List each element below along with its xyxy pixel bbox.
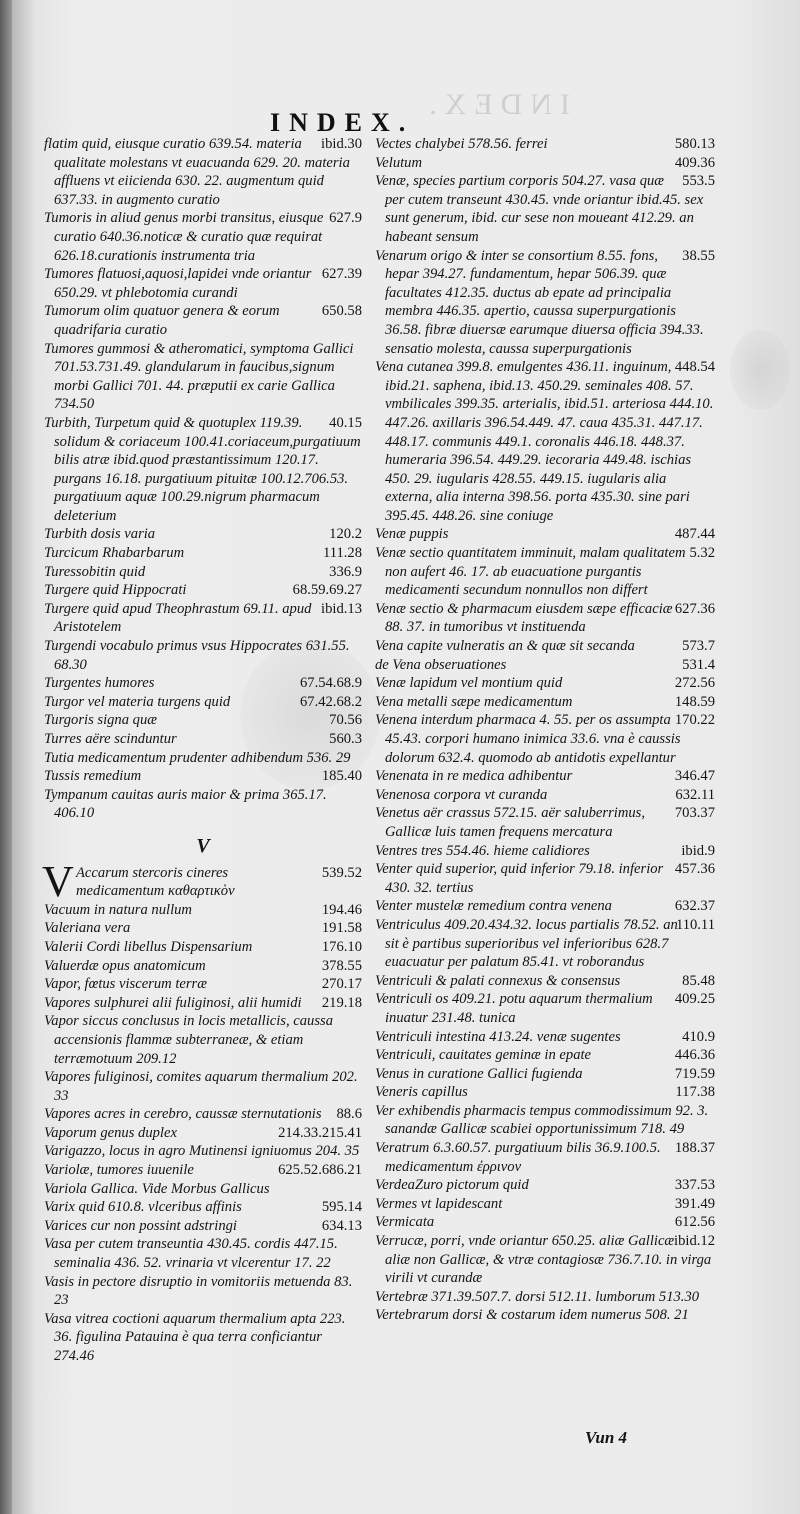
entry-text: Vapores fuliginosi, comites aquarum thermalium 202. 33 — [44, 1069, 358, 1104]
index-entry — [44, 563, 362, 582]
entry-text: Vapores sulphurei alii fuliginosi, alii humidi — [44, 994, 302, 1011]
entry-page-ref: 68.59.69.27 — [292, 582, 362, 599]
entry-text: Vaporum genus duplex — [44, 1124, 177, 1141]
entry-page-ref: 194.46 — [321, 901, 362, 918]
entry-page-ref: ibid.12 — [674, 1233, 715, 1250]
index-entry — [44, 786, 362, 823]
entry-page-ref: 378.55 — [321, 957, 362, 974]
entry-text: Ventriculi & palati connexus & consensus — [375, 972, 621, 989]
entry-text: Venæ sectio & pharmacum eiusdem sæpe efficaciæ 88. 37. in tumoribus vt instituenda — [375, 600, 673, 636]
entry-page-ref: 120.2 — [329, 526, 362, 543]
entry-page-ref: 170.22 — [674, 712, 715, 729]
index-entry — [375, 544, 715, 600]
entry-text: Tumores gummosi & atheromatici, symptoma Gallici 701.53.731.49. glandularum in faucibus,signum morbi Gallici 701. 44. præputii ex carie Gallica 734.50 — [44, 340, 354, 413]
index-entry — [44, 919, 362, 938]
index-entry — [44, 994, 362, 1013]
index-entry — [44, 957, 362, 976]
index-entry — [375, 786, 715, 805]
index-entry — [44, 135, 362, 209]
entry-page-ref: 719.59 — [674, 1065, 715, 1082]
index-entry — [44, 749, 362, 768]
index-entry — [375, 656, 715, 675]
index-entry — [375, 1065, 715, 1084]
index-entry — [44, 414, 362, 526]
entry-page-ref: 580.13 — [674, 136, 715, 152]
index-entry — [44, 711, 362, 730]
entry-text: Venæ lapidum vel montium quid — [375, 675, 563, 692]
index-entry — [375, 1028, 715, 1047]
index-entry — [44, 525, 362, 544]
entry-text: Verrucæ, porri, vnde oriantur 650.25. aliæ Gallicæ aliæ non Gallicæ, & vtræ contagiosæ 736.7.10. in virga virili vt curandæ — [375, 1233, 712, 1287]
binding-gutter — [0, 0, 12, 1514]
entry-text: flatim quid, eiusque curatio 639.54. materia qualitate molestans vt euacuanda 629. 20. materia affluens vt eiicienda 630. 22. augmentum quid 637.33. in augmento curatio — [44, 136, 350, 208]
entry-text: Varigazzo, locus in agro Mutinensi igniuomus 204. 35 — [44, 1143, 360, 1160]
entry-text: Vena metalli sæpe medicamentum — [375, 693, 573, 710]
entry-text: Vectes chalybei 578.56. ferrei — [375, 136, 548, 152]
left-column — [44, 135, 362, 1366]
entry-page-ref: 409.25 — [674, 991, 715, 1008]
index-entry — [44, 1142, 362, 1161]
entry-text: Turgentes humores — [44, 675, 155, 692]
entry-page-ref: 553.5 — [682, 173, 715, 190]
entry-page-ref: ibid.13 — [321, 600, 362, 617]
entry-page-ref: 270.17 — [321, 976, 362, 993]
entry-page-ref: 191.58 — [321, 920, 362, 937]
index-entry — [375, 990, 715, 1027]
index-entry — [44, 674, 362, 693]
entry-text: Velutum — [375, 154, 423, 171]
entry-page-ref: 448.54 — [674, 359, 715, 376]
section-letter-v: V — [196, 834, 210, 857]
entry-page-ref: 185.40 — [321, 768, 362, 785]
index-entry — [44, 1180, 362, 1199]
index-entry — [44, 1198, 362, 1217]
index-entry — [375, 247, 715, 359]
entry-text: Vapor siccus conclusus in locis metallicis, caussa accensionis flammæ subterraneæ, & etiam terræmotuum 209.12 — [44, 1013, 334, 1067]
index-entry — [44, 1012, 362, 1068]
index-entry — [375, 637, 715, 656]
entry-page-ref: 70.56 — [329, 712, 362, 729]
entry-page-ref: 148.59 — [674, 693, 715, 710]
index-entry — [375, 1195, 715, 1214]
entry-page-ref: ibid.30 — [321, 136, 362, 152]
entry-page-ref: 409.36 — [674, 154, 715, 171]
entry-text: Venarum origo & inter se consortium 8.55. fons, hepar 394.27. fundamentum, hepar 506.39. quæ facultates 412.35. ductus ab epate ad principalia membra 446.35. apertio, caussa superpurgationis 36.58. fibræ diuersæ earumque diuersa officia 394.33. sensatio molesta, caussa superpurgationis — [375, 247, 704, 357]
index-entry — [375, 525, 715, 544]
entry-page-ref: 627.36 — [674, 600, 715, 617]
entry-text: Venenosa corpora vt curanda — [375, 786, 548, 803]
index-entry — [44, 581, 362, 600]
entry-text: Tussis remedium — [44, 768, 142, 785]
entry-text: Turres aëre scinduntur — [44, 731, 177, 747]
entry-text: Venus in curatione Gallici fugienda — [375, 1065, 583, 1082]
index-entry — [44, 600, 362, 637]
entry-text: Turgendi vocabulo primus vsus Hippocrates 631.55. 68.30 — [44, 638, 350, 673]
entry-page-ref: 595.14 — [321, 1199, 362, 1216]
entry-text: Variolæ, tumores iuuenile — [44, 1162, 194, 1179]
entry-text: Venter mustelæ remedium contra venena — [375, 898, 612, 915]
paper-stain — [730, 330, 790, 410]
index-entry — [375, 1306, 715, 1325]
entry-text: Vasa vitrea coctioni aquarum thermalium apta 223. 36. figulina Patauina è qua terra conficiantur 274.46 — [44, 1310, 346, 1364]
entry-page-ref: 336.9 — [329, 563, 362, 580]
entry-text: Venæ, species partium corporis 504.27. vasa quæ per cutem transeunt 430.45. vnde oriantur ibid.45. sex sunt generum, ibid. cur sese non moueant 412.29. an habeant sensum — [375, 173, 704, 245]
entry-text: Vena capite vulneratis an & quæ sit secanda — [375, 638, 635, 655]
entry-text: Venæ sectio quantitatem imminuit, malam qualitatem non aufert 46. 17. ab euacuatione purgantis medicamenti secundum nonnullos non differt — [375, 545, 686, 599]
entry-page-ref: 38.55 — [682, 247, 715, 264]
index-entry — [375, 674, 715, 693]
entry-page-ref: 111.28 — [322, 545, 362, 562]
entry-text: Valeriana vera — [44, 920, 131, 937]
entry-text: Turbith dosis varia — [44, 526, 156, 543]
index-entry — [375, 804, 715, 841]
entry-page-ref: 117.38 — [675, 1084, 715, 1101]
entry-page-ref: 5.32 — [689, 545, 715, 562]
entry-text: Turcicum Rhabarbarum — [44, 545, 185, 562]
entry-text: Ver exhibendis pharmacis tempus commodissimum 92. 3. sanandæ Gallicæ scabiei opportunissimum 718. 49 — [375, 1102, 709, 1138]
entry-page-ref: 625.52.686.21 — [278, 1162, 362, 1179]
index-entry — [375, 600, 715, 637]
entry-text: Venena interdum pharmaca 4. 55. per os assumpta 45.43. corpori humano inimica 33.6. vna è caussis dolorum 632.4. quomodo ab antidotis expellantur — [375, 712, 681, 766]
entry-text: Tumorum olim quatuor genera & eorum quadrifaria curatio — [44, 303, 280, 338]
index-entry — [375, 860, 715, 897]
index-entry — [375, 135, 715, 154]
entry-page-ref: 446.36 — [674, 1047, 715, 1064]
index-entry — [375, 1102, 715, 1139]
entry-text: Vermicata — [375, 1214, 435, 1231]
entry-text: Ventriculi intestina 413.24. venæ sugentes — [375, 1028, 621, 1045]
entry-text: Vertebrarum dorsi & costarum idem numerus 508. 21 — [375, 1307, 689, 1324]
index-entry — [44, 938, 362, 957]
entry-text: Tumores flatuosi,aquosi,lapidei vnde oriantur 650.29. vt phlebotomia curandi — [44, 266, 312, 301]
entry-page-ref: 410.9 — [682, 1028, 715, 1045]
entry-text: Tympanum cauitas auris maior & prima 365.17. 406.10 — [44, 786, 327, 822]
entry-text: Turgor vel materia turgens quid — [44, 693, 231, 710]
entry-text: Tumoris in aliud genus morbi transitus, eiusque curatio 640.36.noticæ & curatio quæ requirat 626.18.curationis instrumenta tria — [44, 210, 324, 264]
entry-page-ref: 346.47 — [674, 768, 715, 785]
entry-page-ref: 573.7 — [682, 638, 715, 655]
index-entry — [375, 897, 715, 916]
entry-page-ref: 188.37 — [674, 1140, 715, 1157]
entry-text: Varix quid 610.8. vlceribus affinis — [44, 1199, 242, 1216]
entry-text: de Vena obseruationes — [375, 656, 507, 673]
entry-page-ref: 110.11 — [675, 916, 715, 933]
index-entry — [44, 767, 362, 786]
index-entry — [44, 975, 362, 994]
entry-text: Venetus aër crassus 572.15. aër saluberrimus, Gallicæ luis tamen frequens mercatura — [375, 805, 645, 840]
entry-page-ref: ibid.9 — [681, 842, 715, 859]
entry-page-ref: 214.33.215.41 — [278, 1124, 362, 1141]
index-entry — [44, 265, 362, 302]
entry-text: Variola Gallica. Vide Morbus Gallicus — [44, 1180, 270, 1197]
index-entry — [44, 1124, 362, 1143]
index-entry — [375, 1083, 715, 1102]
index-entry — [44, 693, 362, 712]
entry-page-ref: 88.6 — [336, 1106, 362, 1123]
index-entry — [44, 544, 362, 563]
entry-page-ref: 337.53 — [674, 1177, 715, 1194]
index-entry — [44, 1068, 362, 1105]
entry-text: Ventres tres 554.46. hieme calidiores — [375, 842, 590, 859]
entry-page-ref: 176.10 — [321, 938, 362, 955]
catchword: Vun 4 — [585, 1428, 628, 1447]
entry-text: Vapores acres in cerebro, caussæ sternutationis — [44, 1106, 322, 1123]
index-entry — [375, 1213, 715, 1232]
entry-page-ref: 457.36 — [674, 861, 715, 878]
entry-page-ref: 67.42.68.2 — [299, 693, 362, 710]
index-entry — [44, 1105, 362, 1124]
entry-text: Vasis in pectore disruptio in vomitoriis metuenda 83. 23 — [44, 1273, 353, 1309]
entry-text: Tutia medicamentum prudenter adhibendum 536. 29 — [44, 749, 351, 766]
entry-page-ref: 632.37 — [674, 898, 715, 915]
right-column — [375, 135, 715, 1325]
entry-text: Turessobitin quid — [44, 563, 146, 580]
bleed-through-text: INDEX. — [421, 88, 570, 121]
drop-cap: V — [42, 856, 74, 906]
entry-text: Venter quid superior, quid inferior 79.18. inferior 430. 32. tertius — [375, 861, 664, 896]
entry-page-ref: 219.18 — [321, 994, 362, 1011]
entry-text: Venæ puppis — [375, 526, 449, 543]
entry-page-ref: 560.3 — [329, 731, 362, 747]
index-entry — [42, 856, 362, 906]
entry-page-ref: 539.52 — [321, 864, 362, 881]
index-entry — [375, 916, 715, 972]
entry-text: Vermes vt lapidescant — [375, 1195, 503, 1212]
entry-page-ref: 531.4 — [682, 656, 715, 673]
index-entry — [44, 1217, 362, 1236]
page-title: INDEX. — [270, 108, 415, 137]
entry-text: Turgere quid apud Theophrastum 69.11. apud Aristotelem — [44, 600, 312, 636]
entry-text: Vertebræ 371.39.507.7. dorsi 512.11. lumborum 513.30 — [375, 1288, 700, 1305]
entry-page-ref: 703.37 — [674, 805, 715, 822]
entry-text: Ventriculi os 409.21. potu aquarum thermalium inuatur 231.48. tunica — [375, 991, 653, 1026]
entry-text: Valuerdæ opus anatomicum — [44, 957, 206, 974]
entry-page-ref: 650.58 — [321, 303, 362, 320]
index-entry — [375, 358, 715, 525]
entry-page-ref: 85.48 — [682, 972, 715, 989]
entry-text: Vena cutanea 399.8. emulgentes 436.11. inguinum, ibid.21. saphena, ibid.13. 450.29. seminales 408. 57. vmbilicales 399.35. arterialis, ibid.51. arteriosa 444.10. 447.26. axillaris 396.54.449. 47. caua 435.31. 447.17. 448.17. communis 449.1. coronalis 446.18. 448.37. humeraria 396.54. 449.29. iecoraria 449.48. ischias 450. 29. iugularis 428.55. 449.15. iugularis alia externa, alia interna 398.56. porta 435.30. sine pari 395.45. 448.26. sine coniuge — [375, 359, 714, 524]
entry-text: Turbith, Turpetum quid & quotuplex 119.39. solidum & coriaceum 100.41.coriaceum,purgatiuum bilis atræ ibid.quod præstantissimum 120.17. purgans 16.18. purgatiuum pituitæ 100.12.706.53. purgatiuum aquæ 100.29.nigrum pharmacum deleterium — [44, 414, 361, 524]
index-entry — [375, 1139, 715, 1176]
index-entry — [375, 842, 715, 861]
index-entry — [44, 1310, 362, 1366]
entry-text: VerdeaZuro pictorum quid — [375, 1177, 529, 1194]
index-entry — [44, 901, 362, 920]
entry-text: Varices cur non possint adstringi — [44, 1217, 237, 1234]
entry-text: Veneris capillus — [375, 1084, 468, 1101]
entry-text: Valerii Cordi libellus Dispensarium — [44, 938, 253, 955]
index-entry — [375, 1046, 715, 1065]
entry-page-ref: 634.13 — [321, 1217, 362, 1234]
entry-page-ref: 40.15 — [329, 414, 362, 431]
entry-text: Venenata in re medica adhibentur — [375, 768, 573, 785]
entry-page-ref: 632.11 — [675, 786, 715, 803]
entry-text: Ventriculus 409.20.434.32. locus partialis 78.52. an sit è partibus superioribus vel inferioribus 628.7 euacuatur per palatum 85.41. vt roborandus — [375, 916, 678, 971]
entry-page-ref: 612.56 — [674, 1214, 715, 1231]
entry-page-ref: 627.9 — [329, 210, 362, 227]
index-entry — [375, 172, 715, 246]
index-entry — [375, 1288, 715, 1307]
entry-text: Vacuum in natura nullum — [44, 901, 192, 918]
entry-page-ref: 627.39 — [321, 266, 362, 283]
entry-page-ref: 487.44 — [674, 526, 715, 543]
index-entry — [375, 693, 715, 712]
index-entry — [44, 209, 362, 265]
entry-page-ref: 67.54.68.9 — [299, 675, 362, 692]
index-entry — [44, 302, 362, 339]
index-entry — [375, 711, 715, 767]
index-entry — [375, 154, 715, 173]
index-entry — [375, 1176, 715, 1195]
entry-text: Accarum stercoris cineres medicamentum καθαρτικὸν — [76, 864, 235, 900]
entry-text: Turgoris signa quæ — [44, 712, 158, 729]
entry-page-ref: 272.56 — [674, 675, 715, 692]
entry-text: Turgere quid Hippocrati — [44, 582, 187, 599]
index-entry — [44, 1161, 362, 1180]
entry-text: Ventriculi, cauitates geminæ in epate — [375, 1047, 592, 1064]
index-entry — [44, 1273, 362, 1310]
entry-text: Vasa per cutem transeuntia 430.45. cordis 447.15. seminalia 436. 52. vrinaria vt vlcerentur 17. 22 — [44, 1236, 338, 1272]
entry-page-ref: 391.49 — [674, 1195, 715, 1212]
index-entry — [44, 637, 362, 674]
index-entry — [44, 730, 362, 749]
index-entry — [44, 1235, 362, 1272]
index-entry — [375, 972, 715, 991]
index-entry — [375, 1232, 715, 1288]
entry-text: Veratrum 6.3.60.57. purgatiuum bilis 36.9.100.5. medicamentum ἐρρινον — [375, 1140, 661, 1175]
index-entry — [375, 767, 715, 786]
index-entry — [44, 340, 362, 414]
entry-text: Vapor, fœtus viscerum terræ — [44, 976, 207, 993]
